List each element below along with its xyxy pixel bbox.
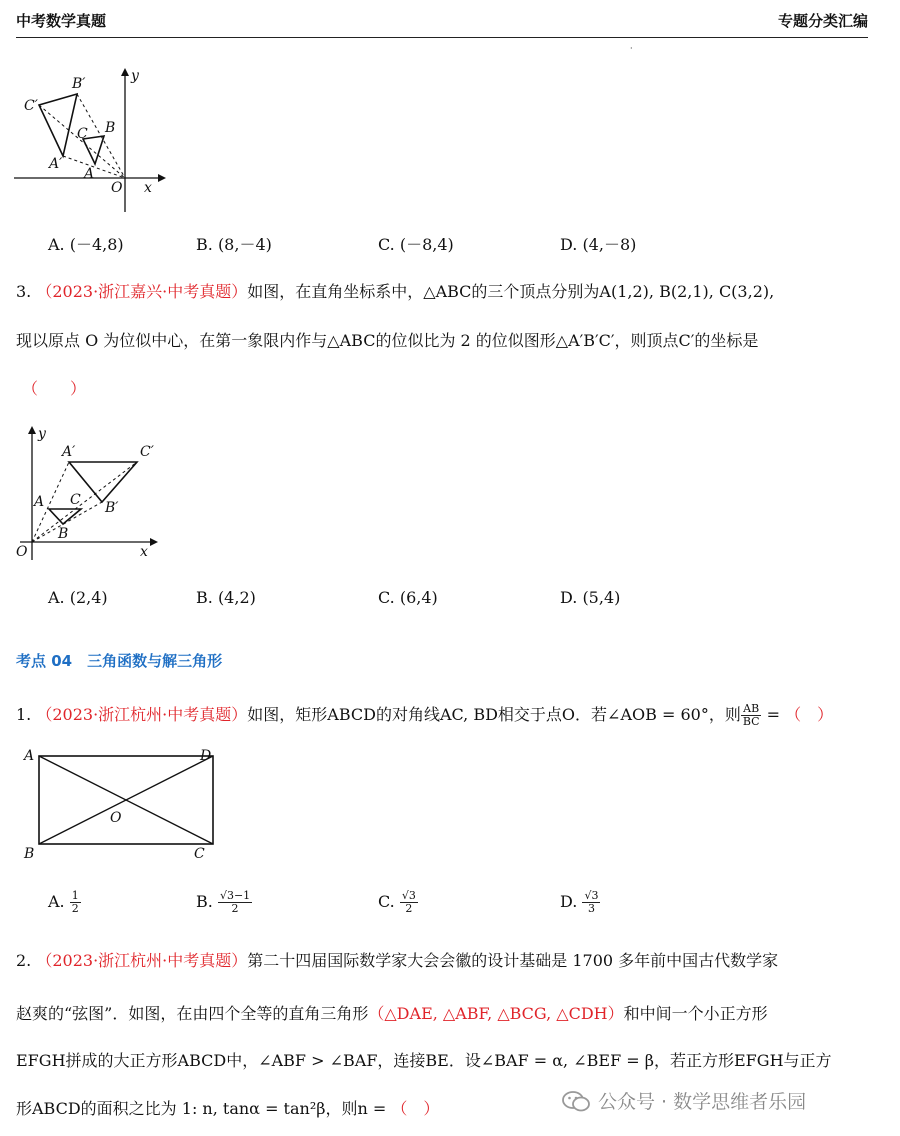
s1-line: [16, 703, 833, 728]
figure-prev-question: [14, 66, 174, 214]
option-letter: C.: [378, 588, 395, 607]
s1-option-a[interactable]: [48, 890, 81, 915]
q3-line-1: [16, 281, 774, 303]
label-b: B: [58, 526, 69, 542]
label-x: x: [140, 544, 148, 560]
option-letter: A.: [48, 235, 65, 254]
option-letter: B.: [196, 235, 213, 254]
question-source: （2023·浙江杭州·中考真题）: [36, 705, 248, 724]
q3-line-2: 现以原点 O 为位似中心，在第一象限内作与△ABC的位似比为 2 的位似图形△A′B′C′，则顶点C′的坐标是: [16, 331, 759, 350]
s2-line-1: [16, 950, 778, 972]
option-value: (－8,4): [399, 235, 454, 254]
option-letter: B.: [196, 892, 213, 911]
question-number: 3.: [16, 282, 32, 301]
label-d: D: [200, 748, 212, 764]
label-a-prime: A′: [62, 444, 76, 460]
header-divider: [16, 37, 868, 38]
question-text: 如图，矩形ABCD的对角线AC, BD相交于点O．若∠AOB = 60°，则: [247, 705, 741, 724]
question-text: 和中间一个小正方形: [623, 1004, 768, 1023]
stray-dot: ·: [630, 44, 633, 53]
label-a: A: [34, 494, 45, 510]
label-c: C: [70, 492, 81, 508]
triangle-list: （△DAE, △ABF, △BCG, △CDH）: [368, 1004, 624, 1023]
option-fraction: [70, 890, 81, 915]
wechat-icon: [562, 1090, 590, 1112]
label-b-prime: B′: [72, 76, 86, 92]
question-text: 如图，在直角坐标系中，△ABC的三个顶点分别为A(1,2), B(2,1), C(3,2),: [247, 282, 775, 301]
label-y: y: [38, 426, 46, 442]
fraction-numerator: √3−1: [219, 889, 251, 902]
fraction-denominator: BC: [742, 715, 760, 728]
label-a-prime: A′: [49, 156, 63, 172]
question-number: 2.: [16, 951, 32, 970]
s2-line-4: [16, 1098, 439, 1120]
header-left: 中考数学真题: [16, 12, 107, 30]
figure-rectangle: [18, 744, 218, 864]
option-value: (6,4): [399, 588, 438, 607]
label-a: A: [84, 166, 95, 182]
s2-line-3: EFGH拼成的大正方形ABCD中，∠ABF > ∠BAF，连接BE．设∠BAF = α, ∠BEF = β，若正方形EFGH与正方: [16, 1051, 832, 1070]
option-fraction: [582, 890, 600, 915]
fraction-numerator: √3: [584, 889, 599, 902]
fraction-denominator: 2: [405, 902, 413, 915]
figure-q3: [12, 424, 172, 564]
label-c-prime: C′: [24, 98, 38, 114]
s1-option-c[interactable]: [378, 890, 418, 915]
option-letter: A.: [48, 588, 65, 607]
fraction-numerator: √3: [401, 889, 416, 902]
q3-option-a[interactable]: [48, 588, 108, 607]
option-letter: C.: [378, 235, 395, 254]
q3-option-d[interactable]: [560, 588, 620, 607]
q3-answer-blank[interactable]: （ ）: [22, 379, 87, 398]
label-x: x: [144, 180, 152, 196]
s1-option-b[interactable]: [196, 890, 252, 915]
ab-over-bc-fraction: [741, 703, 762, 728]
option-fraction: [218, 890, 252, 915]
prev-option-d[interactable]: [560, 232, 636, 255]
option-letter: D.: [560, 235, 578, 254]
label-c: C: [77, 126, 88, 142]
section-title: 考点 04 三角函数与解三角形: [16, 652, 223, 670]
label-c: C: [194, 846, 205, 862]
question-number: 1.: [16, 705, 32, 724]
option-value: (8,－4): [217, 235, 272, 254]
option-fraction: [400, 890, 418, 915]
option-value: (－4,8): [69, 235, 124, 254]
label-a: A: [24, 748, 35, 764]
question-text: 赵爽的“弦图”．如图，在由四个全等的直角三角形: [16, 1004, 369, 1023]
option-value: (4,－8): [582, 235, 637, 254]
equals-sign: =: [766, 705, 781, 724]
label-o: O: [111, 180, 123, 196]
question-source: （2023·浙江杭州·中考真题）: [36, 951, 248, 970]
option-letter: B.: [196, 588, 213, 607]
fraction-denominator: 2: [231, 902, 239, 915]
label-y: y: [131, 68, 139, 84]
answer-blank[interactable]: （ ）: [785, 705, 834, 724]
label-b: B: [105, 120, 116, 136]
option-value: (2,4): [69, 588, 108, 607]
option-letter: D.: [560, 588, 578, 607]
option-letter: D.: [560, 892, 578, 911]
question-text: 第二十四届国际数学家大会会徽的设计基础是 1700 多年前中国古代数学家: [247, 951, 779, 970]
q3-option-c[interactable]: [378, 588, 438, 607]
label-o: O: [110, 810, 122, 826]
label-b: B: [24, 846, 35, 862]
fraction-denominator: 3: [587, 902, 595, 915]
header-right: 专题分类汇编: [777, 12, 868, 30]
watermark-text: 公众号 · 数学思维者乐园: [598, 1091, 807, 1113]
label-c-prime: C′: [140, 444, 154, 460]
answer-blank[interactable]: （ ）: [391, 1099, 440, 1118]
s1-option-d[interactable]: [560, 890, 600, 915]
option-value: (4,2): [217, 588, 256, 607]
option-letter: A.: [48, 892, 65, 911]
option-letter: C.: [378, 892, 395, 911]
prev-option-c[interactable]: [378, 232, 454, 255]
label-b-prime: B′: [105, 500, 119, 516]
option-value: (5,4): [582, 588, 621, 607]
watermark: [562, 1087, 806, 1114]
fraction-numerator: 1: [71, 889, 79, 902]
prev-option-a[interactable]: [48, 232, 124, 255]
question-source: （2023·浙江嘉兴·中考真题）: [36, 282, 248, 301]
fraction-numerator: AB: [743, 702, 760, 715]
q3-option-b[interactable]: [196, 588, 256, 607]
prev-option-b[interactable]: [196, 232, 272, 255]
fraction-denominator: 2: [71, 902, 79, 915]
s2-line-2: [16, 1003, 768, 1025]
question-text: 形ABCD的面积之比为 1: n, tanα = tan²β，则n =: [16, 1099, 387, 1118]
label-o: O: [16, 544, 28, 560]
